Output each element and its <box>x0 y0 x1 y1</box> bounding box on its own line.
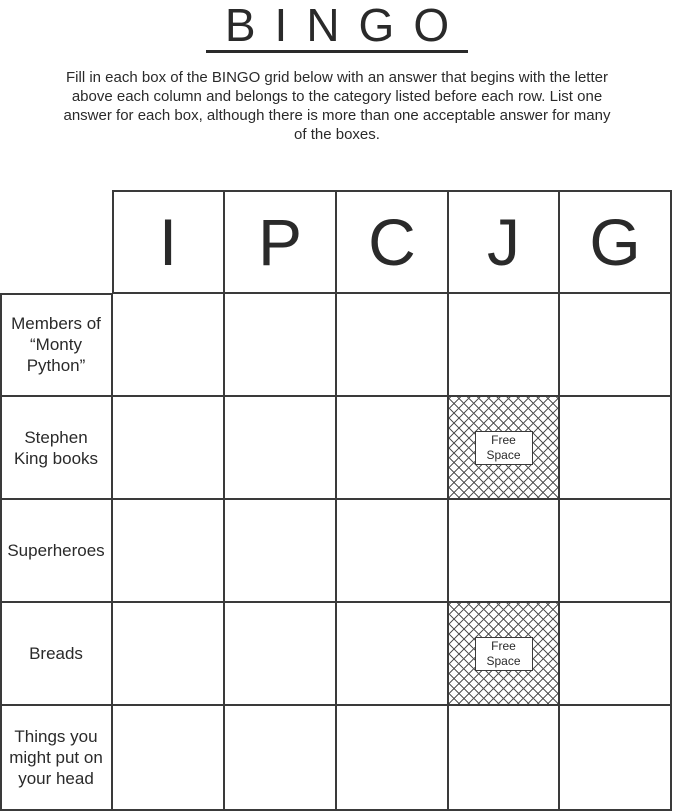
row-category-label: Members of “Monty Python” <box>1 294 113 397</box>
column-header-g: G <box>560 191 672 294</box>
answer-cell[interactable] <box>225 397 337 500</box>
answer-cell[interactable] <box>449 294 560 397</box>
answer-cell[interactable] <box>449 706 560 811</box>
answer-cell[interactable] <box>337 397 449 500</box>
answer-cell[interactable] <box>113 500 225 603</box>
free-space-label <box>475 431 533 465</box>
answer-cell[interactable] <box>225 603 337 706</box>
free-space-text <box>486 639 520 669</box>
answer-cell[interactable] <box>560 706 672 811</box>
free-space-text <box>486 433 520 463</box>
free-space-line-2: Space <box>486 653 521 668</box>
answer-cell[interactable] <box>560 397 672 500</box>
answer-cell[interactable] <box>560 500 672 603</box>
answer-cell[interactable] <box>225 706 337 811</box>
answer-cell[interactable] <box>449 500 560 603</box>
row-category-label: Superheroes <box>1 500 113 603</box>
column-header-c: C <box>337 191 449 294</box>
answer-cell[interactable] <box>225 294 337 397</box>
grid-top-border <box>113 190 672 192</box>
column-header-i: I <box>113 191 225 294</box>
grid-category-top-border <box>1 293 113 295</box>
answer-cell[interactable] <box>337 706 449 811</box>
row-category-label: Stephen King books <box>1 397 113 500</box>
column-header-p: P <box>225 191 337 294</box>
answer-cell[interactable] <box>225 500 337 603</box>
answer-cell[interactable] <box>113 294 225 397</box>
bingo-heading: BINGO <box>206 0 468 53</box>
answer-cell[interactable] <box>113 706 225 811</box>
free-space-line-2: Space <box>486 447 521 462</box>
free-space-cell <box>449 397 560 500</box>
answer-cell[interactable] <box>113 603 225 706</box>
free-space-cell <box>449 603 560 706</box>
answer-cell[interactable] <box>560 603 672 706</box>
instructions-text: Fill in each box of the BINGO grid below with an answer that begins with the letter above each column and belongs to the category listed before each row. List one answer for each box, although there is more than one acceptable answer for many of the boxes. <box>63 69 611 143</box>
answer-cell[interactable] <box>337 294 449 397</box>
grid-left-border <box>0 293 2 811</box>
free-space-label <box>475 637 533 671</box>
answer-cell[interactable] <box>337 603 449 706</box>
answer-cell[interactable] <box>337 500 449 603</box>
answer-cell[interactable] <box>560 294 672 397</box>
grid-header-left-border <box>112 190 114 294</box>
free-space-line-1: Free <box>491 432 516 447</box>
free-space-line-1: Free <box>491 638 516 653</box>
answer-cell[interactable] <box>113 397 225 500</box>
row-category-label: Breads <box>1 603 113 706</box>
column-header-j: J <box>449 191 560 294</box>
row-category-label: Things you might put on your head <box>1 706 113 811</box>
